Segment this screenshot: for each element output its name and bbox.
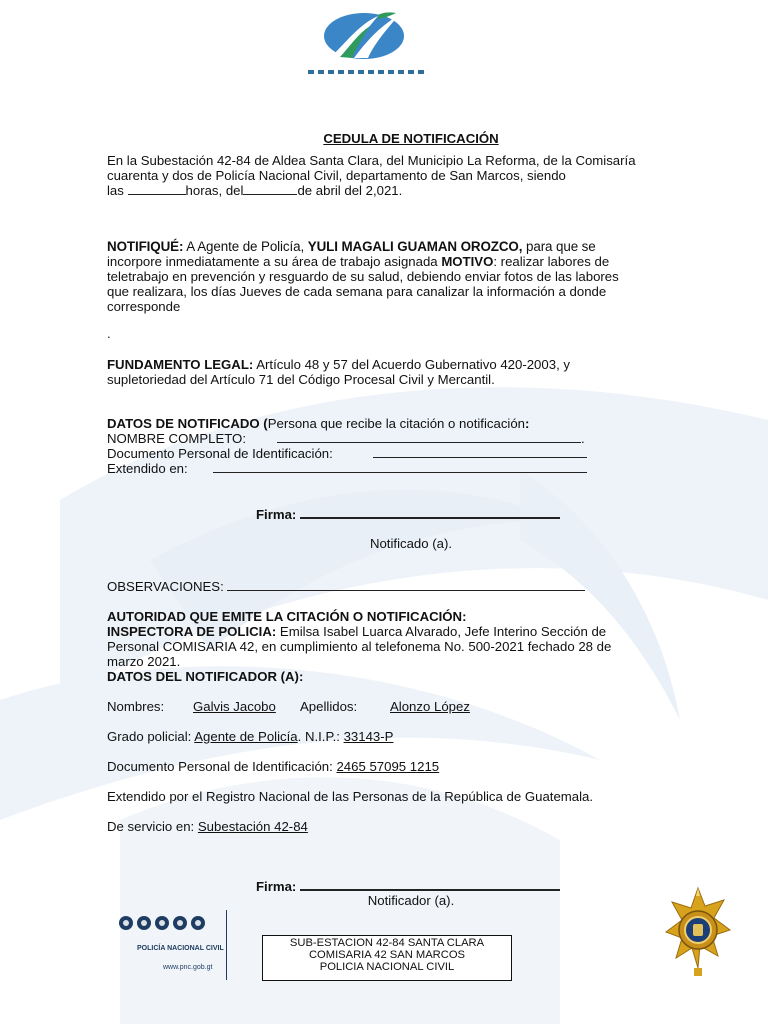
firma-notificador-field[interactable] [300,878,560,891]
extendido-label: Extendido en: [107,461,188,476]
documento-field[interactable] [373,446,587,458]
youtube-icon[interactable] [173,916,187,930]
dpi-row: Documento Personal de Identificación: 2465 57095 1215 [107,759,440,774]
intro-line-2: cuarenta y dos de Policía Nacional Civil, departamento de San Marcos, siendo [107,168,566,183]
notifique-line-4: que realizara, los días Jueves de cada semana para canalizar la información a donde [107,284,607,299]
observaciones-label: OBSERVACIONES: [107,579,224,594]
footer-divider [226,910,227,980]
day-blank [243,183,297,195]
fundamento-legal: FUNDAMENTO LEGAL: Artículo 48 y 57 del Acuerdo Gubernativo 420-2003, y supletoriedad del Artículo 71 del Código Procesal Civil y Mercantil. [107,357,714,387]
notifique-label: NOTIFIQUÉ: [107,239,184,254]
nombre-completo-field[interactable] [277,431,581,443]
autoridad-line-3: marzo 2021. [107,654,181,669]
servicio-value: Subestación 42-84 [197,819,308,834]
stamp-line-2: COMISARIA 42 SAN MARCOS [308,949,466,961]
stamp-box [262,935,512,981]
datos-notificado-label: DATOS DE NOTIFICADO ( [107,416,268,431]
observaciones [107,579,585,594]
stamp-line-3: POLICIA NACIONAL CIVIL [319,961,455,973]
footer-url[interactable]: www.pnc.gob.gt [163,964,213,971]
firma-notificado-field[interactable] [300,506,560,519]
intro-line-3: las horas, del de abril del 2,021. [107,183,403,198]
notifique-paragraph: NOTIFIQUÉ: A Agente de Policía, YULI MAGALI GUAMAN OROZCO, para que se incorpore inmediatamente a su área de trabajo asignada MOTIVO: realizar labores de teletrabajo en prevención y resguardo de su salud, debiendo enviar fotos de las labores que realizara, los días Jueves de cada semana para canalizar la información a donde corresponde [107,239,714,314]
grado-value: Agente de Policía [194,729,298,744]
hour-blank [128,183,186,195]
notifique-line-5: corresponde [107,299,181,314]
apellidos-value: Alonzo López [390,699,470,714]
dpi-value: 2465 57095 1215 [336,759,440,774]
firma-label-2: Firma: [256,879,297,894]
extendido-por-row: Extendido por el Registro Nacional de las Personas de la República de Guatemala. [107,789,594,804]
inspectora-label: INSPECTORA DE POLICIA: [107,624,277,639]
twitter-icon[interactable] [137,916,151,930]
notifique-line-3: teletrabajo en prevención y resguardo de su salud, debiendo enviar fotos de las labores [107,269,619,284]
instagram-icon[interactable] [155,916,169,930]
servicio-row: De servicio en: Subestación 42-84 [107,819,308,834]
logo-caption [306,62,430,68]
nombres-row [107,699,714,714]
stamp-line-1: SUB-ESTACION 42-84 SANTA CLARA [289,937,485,949]
police-badge-icon [664,886,732,980]
documento-label: Documento Personal de Identificación: [107,446,333,461]
notificador-title: DATOS DEL NOTIFICADOR (A): [107,669,304,684]
notificado-caption: Notificado (a). [369,536,453,551]
firma-label: Firma: [256,507,297,522]
extendido-field[interactable] [213,461,587,473]
fundamento-line-2: supletoriedad del Artículo 71 del Código Procesal Civil y Mercantil. [107,372,495,387]
apellidos-label: Apellidos: [300,699,358,714]
social-icons [119,916,219,936]
observaciones-field[interactable] [227,579,585,591]
notified-name: YULI MAGALI GUAMAN OROZCO, [307,239,523,254]
nip-value: 33143-P [343,729,394,744]
firma-notificador [256,878,560,894]
datos-notificado: DATOS DE NOTIFICADO (Persona que recibe la citación o notificación: NOMBRE COMPLETO: . Documento Personal de Identificación: Extendido en: [107,416,714,476]
motivo-label: MOTIVO [441,254,494,269]
autoridad-section: AUTORIDAD QUE EMITE LA CITACIÓN O NOTIFICACIÓN: INSPECTORA DE POLICIA: Emilsa Isabel Luarca Alvarado, Jefe Interino Sección de Personal COMISARIA 42, en cumplimiento al telefonema No. 500-2021 fechado 28 de marzo 2021. DATOS DEL NOTIFICADOR (A): [107,609,714,684]
nombres-value: Galvis Jacobo [193,699,276,714]
nombre-completo-label: NOMBRE COMPLETO: [107,431,246,446]
firma-notificado [256,506,560,522]
intro-line-1: En la Subestación 42-84 de Aldea Santa Clara, del Municipio La Reforma, de la Comisaría [107,153,636,168]
government-logo [318,10,410,68]
facebook-icon[interactable] [119,916,133,930]
notificador-caption: Notificador (a). [367,893,455,908]
fundamento-label: FUNDAMENTO LEGAL: [107,357,254,372]
page-title: CEDULA DE NOTIFICACIÓN [323,131,499,146]
tiktok-icon[interactable] [191,916,205,930]
autoridad-line-2: Personal COMISARIA 42, en cumplimiento al telefonema No. 500-2021 fechado 28 de [107,639,612,654]
grado-row: Grado policial: Agente de Policía. N.I.P.: 33143-P [107,729,394,744]
stray-dot: . [107,326,111,341]
footer-org: POLICÍA NACIONAL CIVIL [137,945,224,952]
autoridad-title: AUTORIDAD QUE EMITE LA CITACIÓN O NOTIFICACIÓN: [107,609,467,624]
intro-paragraph [107,153,714,198]
nombres-label: Nombres: [107,699,165,714]
